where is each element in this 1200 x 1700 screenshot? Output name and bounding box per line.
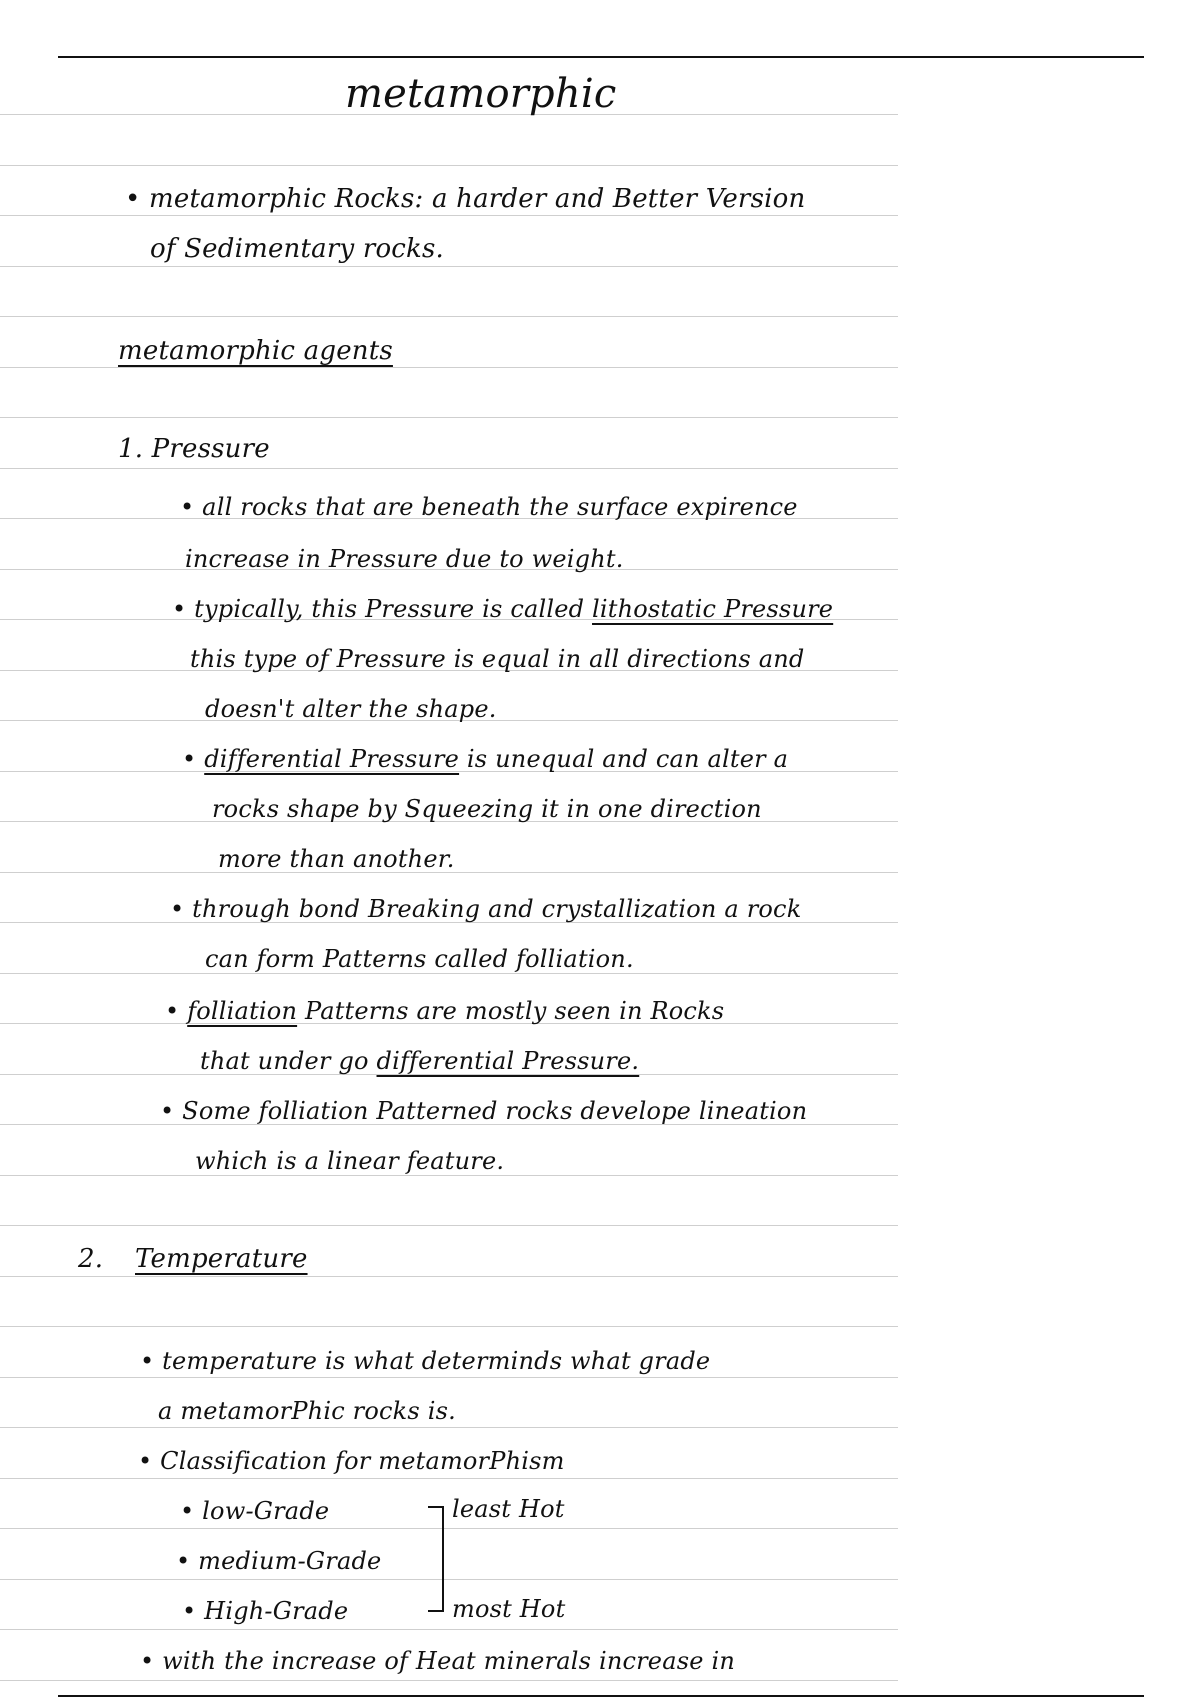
ruled-line bbox=[0, 1276, 898, 1277]
pressure-line-4: this type of Pressure is equal in all directions and bbox=[190, 645, 805, 673]
least-hot-label: least Hot bbox=[452, 1495, 565, 1523]
pressure-line-9: • through bond Breaking and crystallization a rock bbox=[170, 895, 802, 923]
ruled-line bbox=[0, 215, 898, 216]
ruled-line bbox=[0, 468, 898, 469]
ruled-line bbox=[0, 417, 898, 418]
temperature-heading: Temperature bbox=[135, 1244, 308, 1274]
pressure-line-10: can form Patterns called folliation. bbox=[205, 945, 634, 973]
pressure-line-5: doesn't alter the shape. bbox=[205, 695, 497, 723]
temperature-line-3: • Classification for metamorPhism bbox=[138, 1447, 565, 1475]
pressure-line-7: rocks shape by Squeezing it in one direction bbox=[212, 795, 762, 823]
ruled-line bbox=[0, 316, 898, 317]
pressure-line-14: which is a linear feature. bbox=[195, 1147, 505, 1175]
ruled-line bbox=[0, 1680, 898, 1681]
page-title: metamorphic bbox=[345, 71, 617, 117]
grade-bracket bbox=[428, 1506, 444, 1612]
ruled-line bbox=[0, 1377, 898, 1378]
pressure-line-1: • all rocks that are beneath the surface expirence bbox=[180, 493, 798, 521]
grade-medium: • medium-Grade bbox=[176, 1547, 382, 1575]
intro-line-1: • metamorphic Rocks: a harder and Better Version bbox=[125, 184, 806, 214]
most-hot-label: most Hot bbox=[452, 1595, 566, 1623]
pressure-line-6: • differential Pressure is unequal and can alter a bbox=[182, 745, 789, 773]
ruled-line bbox=[0, 1326, 898, 1327]
term-differential-2: differential Pressure. bbox=[376, 1047, 640, 1075]
pressure-line-3: • typically, this Pressure is called lithostatic Pressure bbox=[172, 595, 834, 623]
intro-line-2: of Sedimentary rocks. bbox=[150, 234, 445, 264]
ruled-line bbox=[0, 1427, 898, 1428]
temperature-line-4: • with the increase of Heat minerals increase in bbox=[140, 1647, 735, 1675]
temperature-line-1: • temperature is what determinds what grade bbox=[140, 1347, 711, 1375]
pressure-line-8: more than another. bbox=[218, 845, 455, 873]
ruled-line bbox=[0, 266, 898, 267]
ruled-line bbox=[0, 1225, 898, 1226]
term-folliation: folliation bbox=[187, 997, 298, 1025]
pressure-line-11: • folliation Patterns are mostly seen in Rocks bbox=[165, 997, 725, 1025]
grade-low: • low-Grade bbox=[180, 1497, 330, 1525]
ruled-line bbox=[0, 1478, 898, 1479]
ruled-line bbox=[0, 1579, 898, 1580]
ruled-line bbox=[0, 1629, 898, 1630]
grade-high: • High-Grade bbox=[182, 1597, 349, 1625]
pressure-heading: 1. Pressure bbox=[118, 434, 270, 464]
temperature-number: 2. bbox=[78, 1244, 104, 1274]
bottom-rule bbox=[58, 1695, 1144, 1697]
pressure-line-13: • Some folliation Patterned rocks develope lineation bbox=[160, 1097, 808, 1125]
ruled-line bbox=[0, 367, 898, 368]
pressure-line-12: that under go differential Pressure. bbox=[200, 1047, 640, 1075]
section-heading: metamorphic agents bbox=[118, 336, 393, 366]
term-differential: differential Pressure bbox=[204, 745, 460, 773]
ruled-line bbox=[0, 1528, 898, 1529]
temperature-line-2: a metamorPhic rocks is. bbox=[158, 1397, 456, 1425]
term-lithostatic: lithostatic Pressure bbox=[592, 595, 834, 623]
pressure-line-2: increase in Pressure due to weight. bbox=[185, 545, 624, 573]
ruled-line bbox=[0, 165, 898, 166]
